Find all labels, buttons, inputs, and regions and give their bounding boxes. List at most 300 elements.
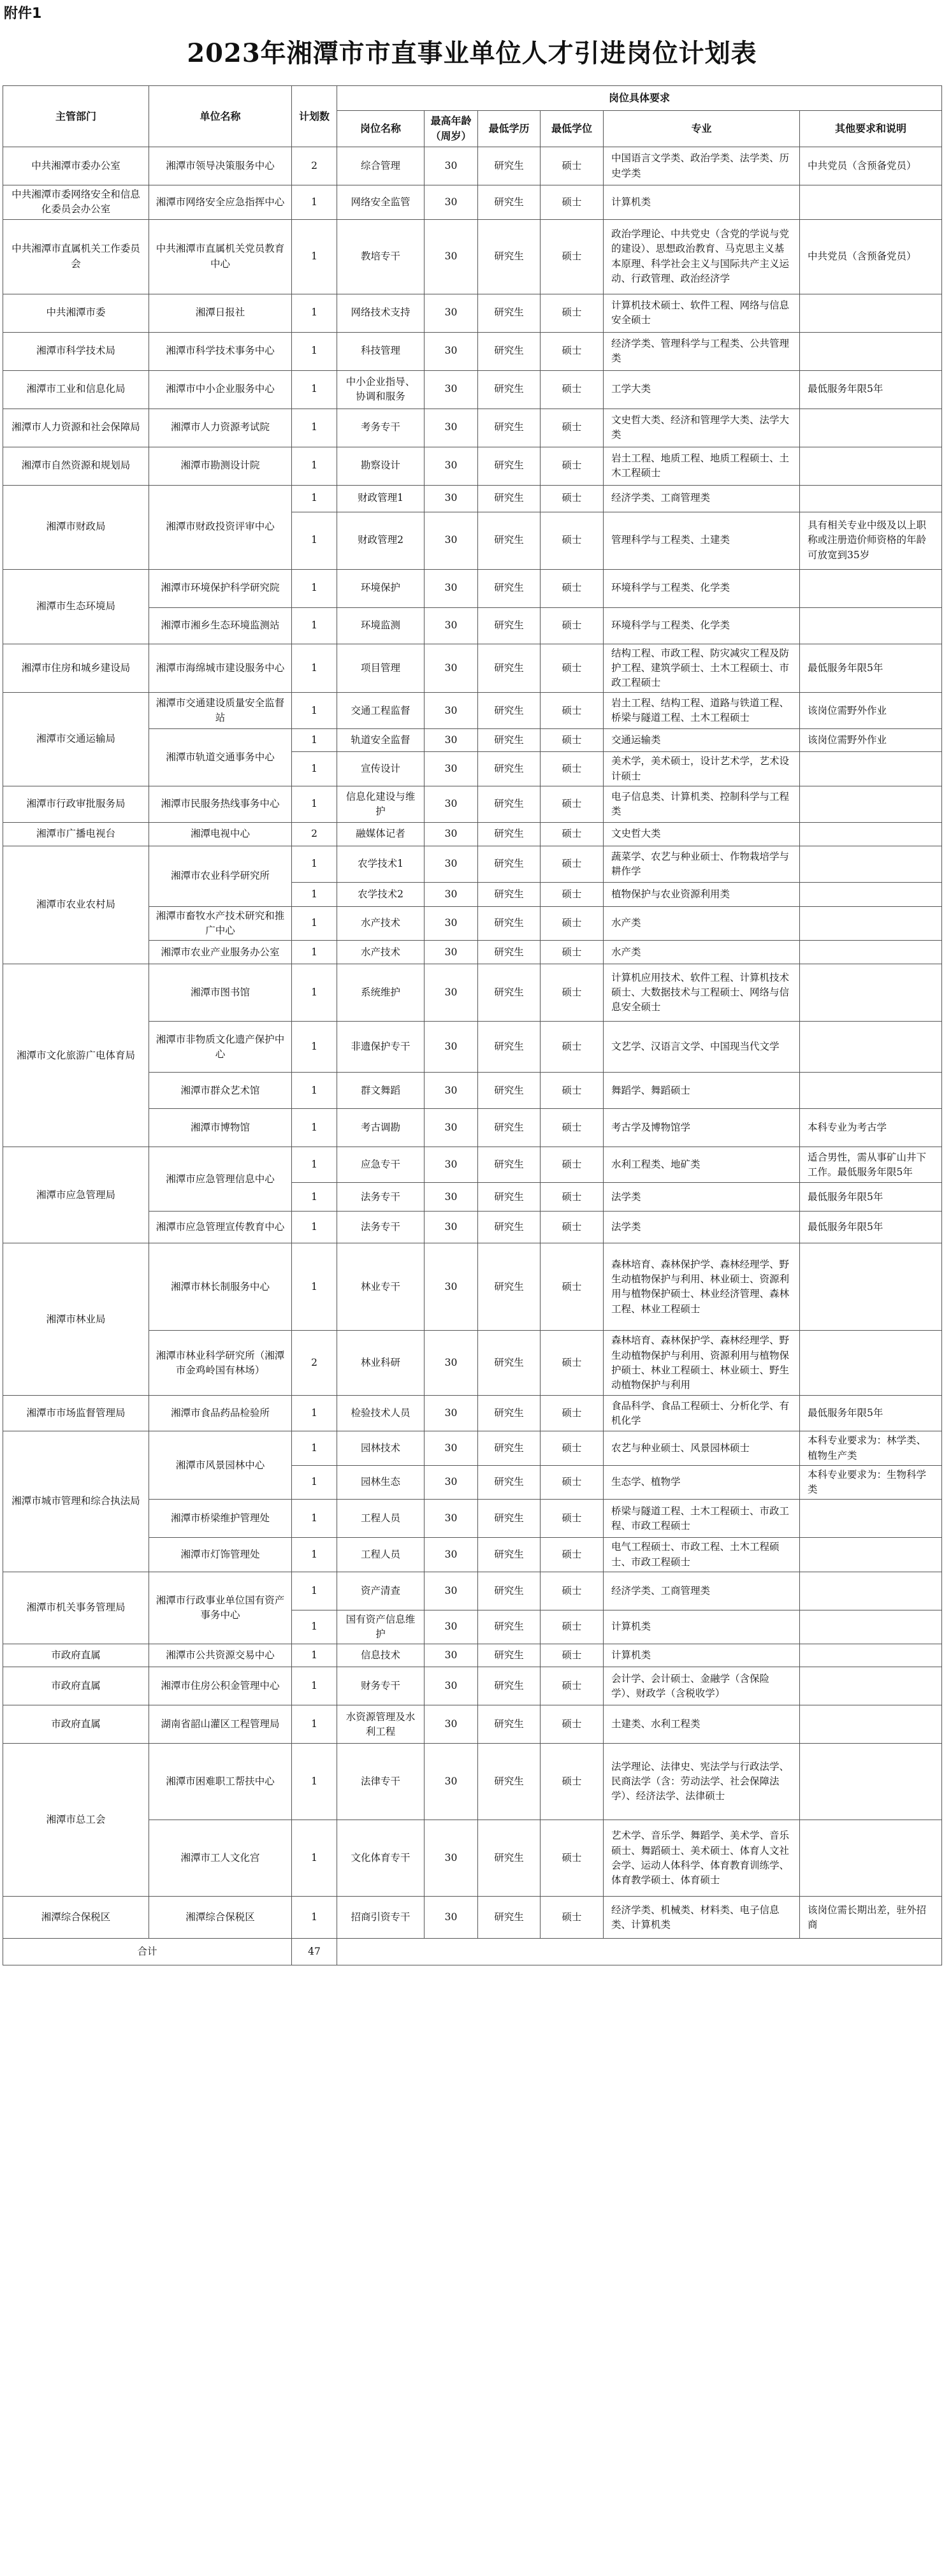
degree-cell: 硕士: [541, 1465, 604, 1500]
dept-cell: 中共湘潭市委办公室: [3, 147, 149, 185]
major-cell: 法学理论、法律史、宪法学与行政法学、民商法学（含：劳动法学、社会保障法学）、经济法学、法律硕士: [604, 1744, 800, 1820]
major-cell: 文艺学、汉语言文学、中国现当代文学: [604, 1022, 800, 1073]
table-row: [3, 644, 942, 693]
edu-cell: 研究生: [478, 1147, 541, 1183]
unit-cell: 湘潭市畜牧水产技术研究和推广中心: [149, 906, 292, 941]
major-cell: 政治学理论、中共党史（含党的学说与党的建设）、思想政治教育、马克思主义基本原理、科学社会主义与国际共产主义运动、行政管理、政治经济学: [604, 219, 800, 294]
unit-cell: 湘潭市民服务热线事务中心: [149, 786, 292, 822]
degree-cell: 硕士: [541, 485, 604, 512]
unit-cell: 湘潭市公共资源交易中心: [149, 1644, 292, 1667]
age-cell: 30: [425, 964, 478, 1022]
post-cell: 法务专干: [337, 1212, 425, 1243]
post-cell: 农学技术2: [337, 882, 425, 906]
other-cell: [800, 1243, 942, 1331]
major-cell: 经济学类、管理科学与工程类、公共管理类: [604, 332, 800, 370]
post-cell: 应急专干: [337, 1147, 425, 1183]
age-cell: 30: [425, 294, 478, 332]
unit-cell: 湘潭市行政事业单位国有资产事务中心: [149, 1572, 292, 1644]
post-cell: 水产技术: [337, 941, 425, 964]
unit-cell: 湘潭市中小企业服务中心: [149, 370, 292, 409]
dept-cell: 湘潭市文化旅游广电体育局: [3, 964, 149, 1147]
post-cell: 环境保护: [337, 569, 425, 607]
other-cell: [800, 1610, 942, 1644]
other-cell: [800, 964, 942, 1022]
edu-cell: 研究生: [478, 1331, 541, 1396]
dept-cell: 湘潭市住房和城乡建设局: [3, 644, 149, 693]
age-cell: 30: [425, 822, 478, 846]
other-cell: [800, 1572, 942, 1610]
other-cell: 中共党员（含预备党员）: [800, 147, 942, 185]
attachment-label: 附件1: [4, 6, 42, 22]
unit-cell: 湘潭市环境保护科学研究院: [149, 569, 292, 607]
major-cell: 文史哲大类、经济和管理学大类、法学大类: [604, 409, 800, 447]
post-cell: 环境监测: [337, 607, 425, 644]
table-row: [3, 1644, 942, 1667]
age-cell: 30: [425, 752, 478, 786]
edu-cell: 研究生: [478, 1465, 541, 1500]
degree-cell: 硕士: [541, 185, 604, 220]
degree-cell: 硕士: [541, 906, 604, 941]
age-cell: 30: [425, 447, 478, 485]
other-cell: [800, 882, 942, 906]
edu-cell: 研究生: [478, 822, 541, 846]
other-cell: [800, 786, 942, 822]
major-cell: 水产类: [604, 906, 800, 941]
count-cell: 1: [292, 906, 337, 941]
degree-cell: 硕士: [541, 644, 604, 693]
other-cell: 适合男性，需从事矿山井下工作。最低服务年限5年: [800, 1147, 942, 1183]
count-cell: 1: [292, 185, 337, 220]
post-cell: 项目管理: [337, 644, 425, 693]
header-post: 岗位名称: [337, 111, 425, 147]
count-cell: 1: [292, 1744, 337, 1820]
other-cell: [800, 846, 942, 882]
table-row: [3, 332, 942, 370]
edu-cell: 研究生: [478, 786, 541, 822]
major-cell: 农艺与种业硕士、风景园林硕士: [604, 1431, 800, 1466]
header-other: 其他要求和说明: [800, 111, 942, 147]
degree-cell: 硕士: [541, 1897, 604, 1939]
major-cell: 植物保护与农业资源利用类: [604, 882, 800, 906]
age-cell: 30: [425, 1644, 478, 1667]
table-row: [3, 185, 942, 220]
dept-cell: 湘潭市总工会: [3, 1744, 149, 1897]
major-cell: 美术学，美术硕士，设计艺术学，艺术设计硕士: [604, 752, 800, 786]
count-cell: 1: [292, 1073, 337, 1109]
age-cell: 30: [425, 1705, 478, 1744]
other-cell: [800, 752, 942, 786]
degree-cell: 硕士: [541, 1820, 604, 1897]
count-cell: 1: [292, 644, 337, 693]
other-cell: [800, 1538, 942, 1572]
major-cell: 交通运输类: [604, 729, 800, 752]
post-cell: 农学技术1: [337, 846, 425, 882]
other-cell: [800, 1500, 942, 1538]
unit-cell: 湘潭市食品药品检验所: [149, 1396, 292, 1431]
post-cell: 考务专干: [337, 409, 425, 447]
other-cell: 本科专业为考古学: [800, 1109, 942, 1147]
count-cell: 1: [292, 1109, 337, 1147]
edu-cell: 研究生: [478, 729, 541, 752]
other-cell: 最低服务年限5年: [800, 1183, 942, 1212]
major-cell: 环境科学与工程类、化学类: [604, 569, 800, 607]
unit-cell: 湘潭日报社: [149, 294, 292, 332]
count-cell: 1: [292, 1500, 337, 1538]
dept-cell: 湘潭市市场监督管理局: [3, 1396, 149, 1431]
other-cell: [800, 822, 942, 846]
edu-cell: 研究生: [478, 1897, 541, 1939]
other-cell: [800, 906, 942, 941]
other-cell: [800, 1820, 942, 1897]
count-cell: 1: [292, 964, 337, 1022]
count-cell: 1: [292, 512, 337, 569]
other-cell: 该岗位需野外作业: [800, 729, 942, 752]
table-row: [3, 569, 942, 607]
edu-cell: 研究生: [478, 644, 541, 693]
age-cell: 30: [425, 607, 478, 644]
dept-cell: 市政府直属: [3, 1644, 149, 1667]
degree-cell: 硕士: [541, 1500, 604, 1538]
header-degree: 最低学位: [541, 111, 604, 147]
edu-cell: 研究生: [478, 1644, 541, 1667]
other-cell: 本科专业要求为：生物科学类: [800, 1465, 942, 1500]
degree-cell: 硕士: [541, 1331, 604, 1396]
edu-cell: 研究生: [478, 1538, 541, 1572]
dept-cell: 湘潭市农业农村局: [3, 846, 149, 964]
edu-cell: 研究生: [478, 1243, 541, 1331]
table-row: [3, 822, 942, 846]
other-cell: [800, 1705, 942, 1744]
degree-cell: 硕士: [541, 1572, 604, 1610]
dept-cell: 湘潭市机关事务管理局: [3, 1572, 149, 1644]
other-cell: [800, 294, 942, 332]
major-cell: 经济学类、机械类、材料类、电子信息类、计算机类: [604, 1897, 800, 1939]
major-cell: 计算机类: [604, 185, 800, 220]
degree-cell: 硕士: [541, 1243, 604, 1331]
other-cell: 具有相关专业中级及以上职称或注册造价师资格的年龄可放宽到35岁: [800, 512, 942, 569]
edu-cell: 研究生: [478, 1212, 541, 1243]
dept-cell: 湘潭市应急管理局: [3, 1147, 149, 1243]
age-cell: 30: [425, 1331, 478, 1396]
edu-cell: 研究生: [478, 941, 541, 964]
dept-cell: 湘潭市林业局: [3, 1243, 149, 1396]
table-row: [3, 1243, 942, 1331]
count-cell: 1: [292, 1538, 337, 1572]
edu-cell: 研究生: [478, 882, 541, 906]
degree-cell: 硕士: [541, 569, 604, 607]
unit-cell: 湘潭市应急管理信息中心: [149, 1147, 292, 1212]
degree-cell: 硕士: [541, 1109, 604, 1147]
degree-cell: 硕士: [541, 1147, 604, 1183]
dept-cell: 湘潭市财政局: [3, 485, 149, 569]
edu-cell: 研究生: [478, 294, 541, 332]
post-cell: 检验技术人员: [337, 1396, 425, 1431]
post-cell: 中小企业指导、协调和服务: [337, 370, 425, 409]
major-cell: 计算机类: [604, 1610, 800, 1644]
unit-cell: 湘潭市灯饰管理处: [149, 1538, 292, 1572]
count-cell: 2: [292, 1331, 337, 1396]
total-count: 47: [292, 1939, 337, 1965]
count-cell: 1: [292, 693, 337, 729]
unit-cell: 中共湘潭市直属机关党员教育中心: [149, 219, 292, 294]
unit-cell: 湘潭市困难职工帮扶中心: [149, 1744, 292, 1820]
other-cell: [800, 569, 942, 607]
unit-cell: 湘潭市海绵城市建设服务中心: [149, 644, 292, 693]
count-cell: 1: [292, 1644, 337, 1667]
unit-cell: 湘潭综合保税区: [149, 1897, 292, 1939]
edu-cell: 研究生: [478, 1610, 541, 1644]
table-row: [3, 964, 942, 1022]
post-cell: 招商引资专干: [337, 1897, 425, 1939]
major-cell: 文史哲大类: [604, 822, 800, 846]
major-cell: 计算机应用技术、软件工程、计算机技术硕士、大数据技术与工程硕士、网络与信息安全硕士: [604, 964, 800, 1022]
header-unit: 单位名称: [149, 86, 292, 147]
other-cell: 该岗位需野外作业: [800, 693, 942, 729]
age-cell: 30: [425, 693, 478, 729]
other-cell: 最低服务年限5年: [800, 1212, 942, 1243]
edu-cell: 研究生: [478, 693, 541, 729]
total-label: 合计: [3, 1939, 292, 1965]
age-cell: 30: [425, 1500, 478, 1538]
unit-cell: 湘潭市风景园林中心: [149, 1431, 292, 1500]
degree-cell: 硕士: [541, 882, 604, 906]
age-cell: 30: [425, 1147, 478, 1183]
count-cell: 1: [292, 1396, 337, 1431]
age-cell: 30: [425, 219, 478, 294]
other-cell: 本科专业要求为：林学类、植物生产类: [800, 1431, 942, 1466]
post-cell: 财政管理1: [337, 485, 425, 512]
other-cell: [800, 1667, 942, 1705]
total-row: [3, 1939, 942, 1965]
edu-cell: 研究生: [478, 1744, 541, 1820]
count-cell: 1: [292, 294, 337, 332]
unit-cell: 湘潭市轨道交通事务中心: [149, 729, 292, 786]
degree-cell: 硕士: [541, 1610, 604, 1644]
page-title: 2023年湘潭市市直事业单位人才引进岗位计划表: [187, 38, 757, 68]
other-cell: [800, 332, 942, 370]
other-cell: [800, 409, 942, 447]
table-row: [3, 370, 942, 409]
degree-cell: 硕士: [541, 1667, 604, 1705]
age-cell: 30: [425, 1572, 478, 1610]
unit-cell: 湘潭市博物馆: [149, 1109, 292, 1147]
post-cell: 文化体育专干: [337, 1820, 425, 1897]
major-cell: 森林培育、森林保护学、森林经理学、野生动植物保护与利用、林业硕士、资源利用与植物保护硕士、林业经济管理、森林工程、林业工程硕士: [604, 1243, 800, 1331]
major-cell: 岩土工程、结构工程、道路与铁道工程、桥梁与隧道工程、土木工程硕士: [604, 693, 800, 729]
count-cell: 1: [292, 409, 337, 447]
edu-cell: 研究生: [478, 332, 541, 370]
age-cell: 30: [425, 1243, 478, 1331]
dept-cell: 中共湘潭市委网络安全和信息化委员会办公室: [3, 185, 149, 220]
count-cell: 1: [292, 882, 337, 906]
age-cell: 30: [425, 485, 478, 512]
degree-cell: 硕士: [541, 332, 604, 370]
count-cell: 1: [292, 1022, 337, 1073]
post-cell: 交通工程监督: [337, 693, 425, 729]
dept-cell: 湘潭市交通运输局: [3, 693, 149, 786]
age-cell: 30: [425, 1073, 478, 1109]
edu-cell: 研究生: [478, 906, 541, 941]
edu-cell: 研究生: [478, 1183, 541, 1212]
other-cell: 最低服务年限5年: [800, 1396, 942, 1431]
major-cell: 土建类、水利工程类: [604, 1705, 800, 1744]
major-cell: 计算机类: [604, 1644, 800, 1667]
major-cell: 管理科学与工程类、土建类: [604, 512, 800, 569]
degree-cell: 硕士: [541, 147, 604, 185]
unit-cell: 湘潭市桥梁维护管理处: [149, 1500, 292, 1538]
major-cell: 水产类: [604, 941, 800, 964]
age-cell: 30: [425, 1183, 478, 1212]
major-cell: 法学类: [604, 1183, 800, 1212]
edu-cell: 研究生: [478, 1705, 541, 1744]
other-cell: [800, 607, 942, 644]
edu-cell: 研究生: [478, 1073, 541, 1109]
count-cell: 1: [292, 485, 337, 512]
age-cell: 30: [425, 882, 478, 906]
count-cell: 1: [292, 752, 337, 786]
count-cell: 1: [292, 569, 337, 607]
degree-cell: 硕士: [541, 447, 604, 485]
dept-cell: 湘潭综合保税区: [3, 1897, 149, 1939]
other-cell: [800, 447, 942, 485]
other-cell: 最低服务年限5年: [800, 370, 942, 409]
degree-cell: 硕士: [541, 512, 604, 569]
dept-cell: 湘潭市人力资源和社会保障局: [3, 409, 149, 447]
dept-cell: 湘潭市工业和信息化局: [3, 370, 149, 409]
unit-cell: 湘潭市农业科学研究所: [149, 846, 292, 906]
table-row: [3, 485, 942, 512]
degree-cell: 硕士: [541, 1022, 604, 1073]
post-cell: 网络安全监管: [337, 185, 425, 220]
post-cell: 勘察设计: [337, 447, 425, 485]
post-cell: 财政管理2: [337, 512, 425, 569]
major-cell: 工学大类: [604, 370, 800, 409]
age-cell: 30: [425, 1897, 478, 1939]
edu-cell: 研究生: [478, 1109, 541, 1147]
unit-cell: 湘潭市工人文化宫: [149, 1820, 292, 1897]
table-row: [3, 1147, 942, 1183]
post-cell: 法律专干: [337, 1744, 425, 1820]
header-count: 计划数: [292, 86, 337, 147]
other-cell: 中共党员（含预备党员）: [800, 219, 942, 294]
degree-cell: 硕士: [541, 1396, 604, 1431]
age-cell: 30: [425, 1744, 478, 1820]
edu-cell: 研究生: [478, 409, 541, 447]
other-cell: [800, 1744, 942, 1820]
major-cell: 生态学、植物学: [604, 1465, 800, 1500]
count-cell: 1: [292, 1212, 337, 1243]
table-row: [3, 1572, 942, 1610]
degree-cell: 硕士: [541, 370, 604, 409]
degree-cell: 硕士: [541, 693, 604, 729]
dept-cell: 市政府直属: [3, 1705, 149, 1744]
major-cell: 法学类: [604, 1212, 800, 1243]
count-cell: 1: [292, 447, 337, 485]
table-row: [3, 219, 942, 294]
count-cell: 1: [292, 332, 337, 370]
post-cell: 综合管理: [337, 147, 425, 185]
age-cell: 30: [425, 569, 478, 607]
table-row: [3, 1396, 942, 1431]
major-cell: 舞蹈学、舞蹈硕士: [604, 1073, 800, 1109]
degree-cell: 硕士: [541, 1431, 604, 1466]
age-cell: 30: [425, 409, 478, 447]
other-cell: [800, 1331, 942, 1396]
edu-cell: 研究生: [478, 1572, 541, 1610]
major-cell: 会计学、会计硕士、金融学（含保险学）、财政学（含税收学）: [604, 1667, 800, 1705]
age-cell: 30: [425, 1820, 478, 1897]
header-row-1: [3, 86, 942, 111]
unit-cell: 湘潭市财政投资评审中心: [149, 485, 292, 569]
count-cell: 1: [292, 1465, 337, 1500]
age-cell: 30: [425, 512, 478, 569]
edu-cell: 研究生: [478, 1820, 541, 1897]
count-cell: 1: [292, 1243, 337, 1331]
unit-cell: 湘潭市网络安全应急指挥中心: [149, 185, 292, 220]
edu-cell: 研究生: [478, 846, 541, 882]
major-cell: 经济学类、工商管理类: [604, 1572, 800, 1610]
count-cell: 2: [292, 822, 337, 846]
major-cell: 岩土工程、地质工程、地质工程硕士、土木工程硕士: [604, 447, 800, 485]
count-cell: 1: [292, 219, 337, 294]
age-cell: 30: [425, 370, 478, 409]
count-cell: 1: [292, 941, 337, 964]
table-row: [3, 846, 942, 882]
major-cell: 食品科学、食品工程硕士、分析化学、有机化学: [604, 1396, 800, 1431]
major-cell: 结构工程、市政工程、防灾减灾工程及防护工程、建筑学硕士、土木工程硕士、市政工程硕士: [604, 644, 800, 693]
age-cell: 30: [425, 1538, 478, 1572]
major-cell: 考古学及博物馆学: [604, 1109, 800, 1147]
unit-cell: 湘潭市农业产业服务办公室: [149, 941, 292, 964]
age-cell: 30: [425, 185, 478, 220]
dept-cell: 湘潭市科学技术局: [3, 332, 149, 370]
table-row: [3, 693, 942, 729]
dept-cell: 湘潭市自然资源和规划局: [3, 447, 149, 485]
post-cell: 林业科研: [337, 1331, 425, 1396]
age-cell: 30: [425, 906, 478, 941]
other-cell: [800, 1022, 942, 1073]
other-cell: [800, 185, 942, 220]
degree-cell: 硕士: [541, 1744, 604, 1820]
table-row: [3, 786, 942, 822]
count-cell: 1: [292, 1431, 337, 1466]
count-cell: 1: [292, 1667, 337, 1705]
count-cell: 1: [292, 1610, 337, 1644]
table-row: [3, 1705, 942, 1744]
header-age: 最高年龄（周岁）: [425, 111, 478, 147]
edu-cell: 研究生: [478, 485, 541, 512]
age-cell: 30: [425, 1396, 478, 1431]
major-cell: 水利工程类、地矿类: [604, 1147, 800, 1183]
major-cell: 蔬菜学、农艺与种业硕士、作物栽培学与耕作学: [604, 846, 800, 882]
dept-cell: 湘潭市行政审批服务局: [3, 786, 149, 822]
table-row: [3, 447, 942, 485]
degree-cell: 硕士: [541, 409, 604, 447]
age-cell: 30: [425, 147, 478, 185]
table-row: [3, 1744, 942, 1820]
post-cell: 系统维护: [337, 964, 425, 1022]
unit-cell: 湘潭电视中心: [149, 822, 292, 846]
edu-cell: 研究生: [478, 147, 541, 185]
unit-cell: 湘潭市林长制服务中心: [149, 1243, 292, 1331]
post-cell: 教培专干: [337, 219, 425, 294]
header-edu: 最低学历: [478, 111, 541, 147]
post-cell: 园林生态: [337, 1465, 425, 1500]
edu-cell: 研究生: [478, 752, 541, 786]
count-cell: 1: [292, 846, 337, 882]
age-cell: 30: [425, 1431, 478, 1466]
degree-cell: 硕士: [541, 846, 604, 882]
